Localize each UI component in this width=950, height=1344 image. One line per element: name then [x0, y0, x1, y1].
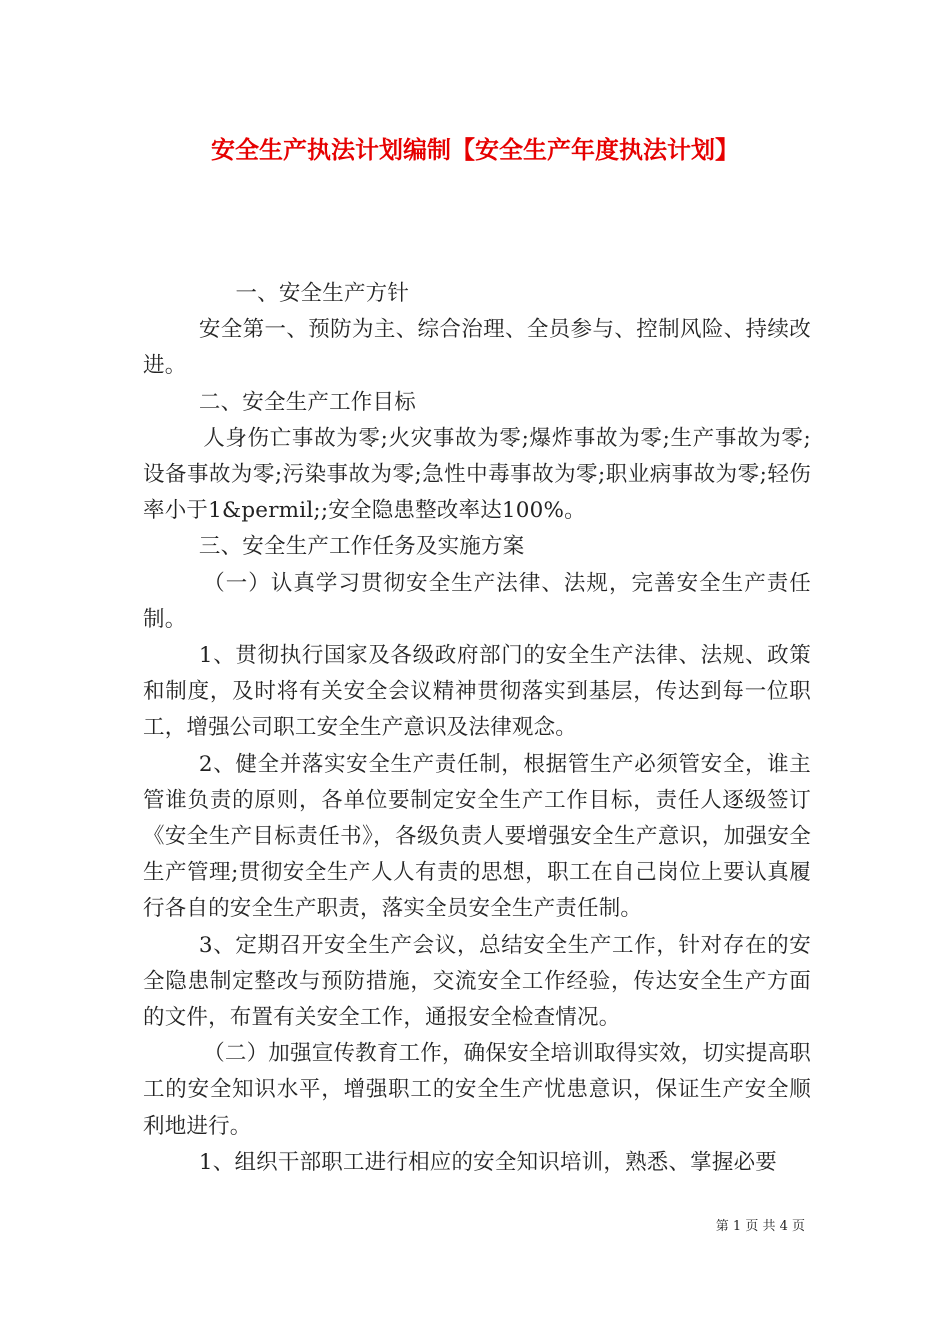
paragraph-heading-2: 二、安全生产工作目标: [198, 389, 416, 415]
paragraph-6: 3、定期召开安全生产会议，总结安全生产工作，针对存在的安全隐患制定整改与预防措施，交流安全工作经验，传达安全生产方面的文件，布置有关安全工作，通报安全检查情况。: [143, 932, 811, 1031]
paragraph-7: （二）加强宣传教育工作，确保安全培训取得实效，切实提高职工的安全知识水平，增强职工的安全生产忧患意识，保证生产安全顺利地进行。: [143, 1041, 811, 1139]
paragraph-1: 安全第一、预防为主、综合治理、全员参与、控制风险、持续改进。: [143, 317, 811, 379]
paragraph-3: （一）认真学习贯彻安全生产法律、法规，完善安全生产责任制。: [143, 570, 811, 632]
paragraph-2: 人身伤亡事故为零;火灾事故为零;爆炸事故为零;生产事故为零;设备事故为零;污染事故为零;急性中毒事故为零;职业病事故为零;轻伤率小于1&permil;;安全隐患整改率达100%。: [143, 425, 811, 524]
document-body: [143, 276, 811, 1181]
document-title: 安全生产执法计划编制【安全生产年度执法计划】: [211, 135, 739, 164]
paragraph-8: 1、组织干部职工进行相应的安全知识培训，熟悉、掌握必要: [198, 1149, 777, 1175]
paragraph-heading-1: 一、安全生产方针: [235, 281, 410, 306]
paragraph-4: 1、贯彻执行国家及各级政府部门的安全生产法律、法规、政策和制度，及时将有关安全会议精神贯彻落实到基层，传达到每一位职工，增强公司职工安全生产意识及法律观念。: [143, 643, 811, 741]
paragraph-5: 2、健全并落实安全生产责任制，根据管生产必须管安全，谁主管谁负责的原则，各单位要制定安全生产工作目标，责任人逐级签订《安全生产目标责任书》，各级负责人要增强安全生产意识，加强安全生产管理;贯彻安全生产人人有责的思想，职工在自己岗位上要认真履行各自的安全生产职责，落实全员安全生产责任制。: [143, 751, 811, 922]
page-number: 第 1 页 共 4 页: [715, 1219, 805, 1234]
paragraph-heading-3: 三、安全生产工作任务及实施方案: [198, 534, 525, 560]
